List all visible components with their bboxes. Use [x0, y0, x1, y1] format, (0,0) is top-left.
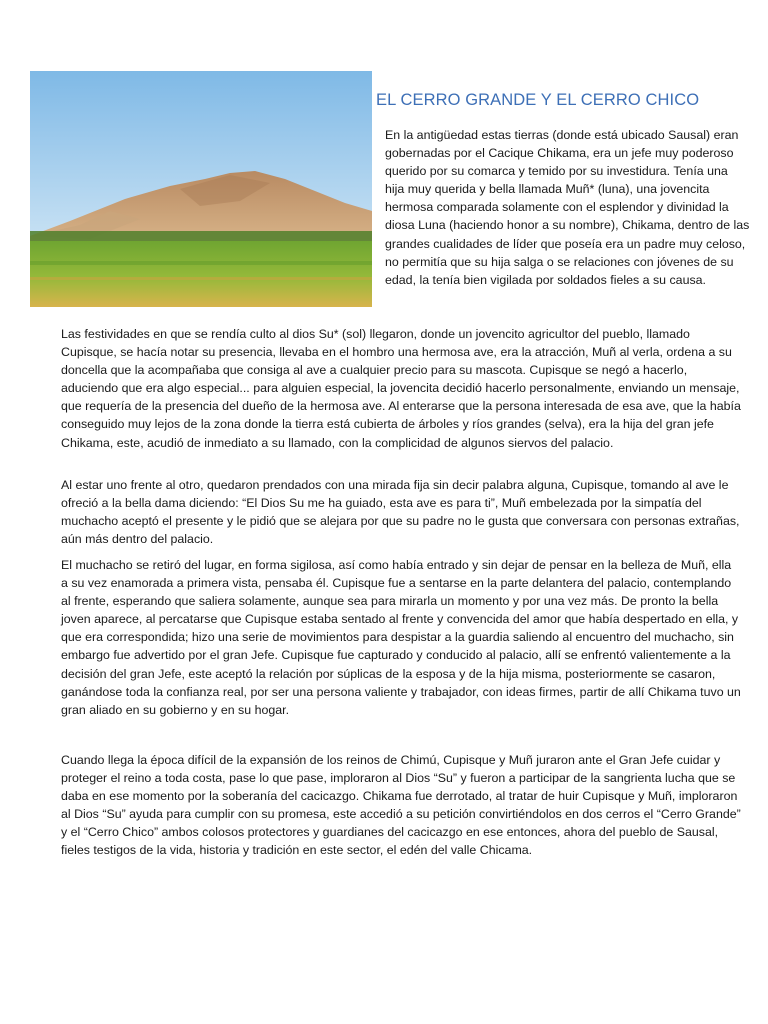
mountain-landscape-icon: [30, 71, 372, 307]
paragraph-romance: El muchacho se retiró del lugar, en forma sigilosa, así como había entrado y sin dejar de pensar en la belleza de Muñ, ella a su vez enamorada a primera vista, pensaba él. Cupisque fue a sentarse en la parte delantera del palacio, contemplando al frente, esperando que saliera solamente, aunque sea para mirarla un momento y por una vez más. De pronto la bella joven aparece, al percatarse que Cupisque estaba sentado al frente y convencida del amor que había despertado en ella, y que era correspondida; hizo una serie de movimientos para despistar a la guardia saliendo al encuentro del muchacho, sin embargo fue advertido por el gran Jefe. Cupisque fue capturado y conducido al palacio, allí se enfrentó valientemente a la decisión del gran Jefe, este aceptó la relación por súplicas de la esposa y de la hija misma, posteriormente se casaron, ganándose toda la confianza real, por ser una persona valiente y trabajador, con ideas firmes, partir de allí Chikama tuvo un gran aliado en su gobierno y en su hogar.: [61, 558, 741, 717]
paragraph-encuentro: Al estar uno frente al otro, quedaron prendados con una mirada fija sin decir palabra alguna, Cupisque, tomando al ave le ofreció a la bella dama diciendo: “El Dios Su me ha guiado, esta ave es para ti”, Muñ embelezada por la simpatía del muchacho aceptó el presente y le pidió que se alejara por que su padre no le gusta que conversara con personas extrañas, aún más dentro del palacio.: [61, 478, 740, 547]
paragraph-festividades: Las festividades en que se rendía culto al dios Su* (sol) llegaron, donde un jovencito agricultor del pueblo, llamado Cupisque, se hacía notar su presencia, llevaba en el hombro una hermosa ave, era la atracción, Muñ al verla, ordena a su doncella que la acompañaba que consiga al ave a cualquier precio para su mascota. Cupisque se negó a hacerlo, aduciendo que era algo especial... para alguien especial, la jovencita decidió hacerlo personalmente, enviando un mensaje, que requería de la presencia del dueño de la hermosa ave. Al enterarse que la persona interesada de esa ave, que la había conseguido muy lejos de la zona donde la tierra está cubierta de árboles y ríos grandes (selva), era la hija del gran jefe Chikama, este, acudió de inmediato a su llamado, con la complicidad de algunos siervos del palacio.: [61, 327, 741, 450]
intro-paragraph: En la antigüedad estas tierras (donde está ubicado Sausal) eran gobernadas por el Cacique Chikama, era un jefe muy poderoso querido por su comarca y temido por su investidura. Tenía una hija muy querida y bella llamada Muñ* (luna), una jovencita hermosa comparada solamente con el esplendor y divinidad la diosa Luna (haciendo honor a su nombre), Chikama, dentro de las grandes cualidades de líder que poseía era un padre muy celoso, no permitía que su hija salga o se relaciones con jóvenes de su edad, la tenía bien vigilada por soldados fieles a su causa.: [385, 128, 750, 287]
mountain-landscape-photo: [30, 71, 372, 307]
paragraph-transformacion: Cuando llega la época difícil de la expansión de los reinos de Chimú, Cupisque y Muñ juraron ante el Gran Jefe cuidar y proteger el reino a toda costa, pase lo que pase, imploraron al Dios “Su” y fueron a participar de la sangrienta lucha que se daba en ese momento por la soberanía del cacicazgo. Chikama fue derrotado, al tratar de huir Cupisque y Muñ, imploraron al Dios “Su” ayuda para cumplir con su promesa, este accedió a su petición convirtiéndolos en dos cerros el “Cerro Grande” y el “Cerro Chico” ambos colosos protectores y guardianes del cacicazgo en ese entonces, ahora del pueblo de Sausal, fieles testigos de la vida, historia y tradición en este sector, el edén del valle Chicama.: [61, 753, 741, 858]
document-title: EL CERRO GRANDE Y EL CERRO CHICO: [376, 91, 700, 109]
